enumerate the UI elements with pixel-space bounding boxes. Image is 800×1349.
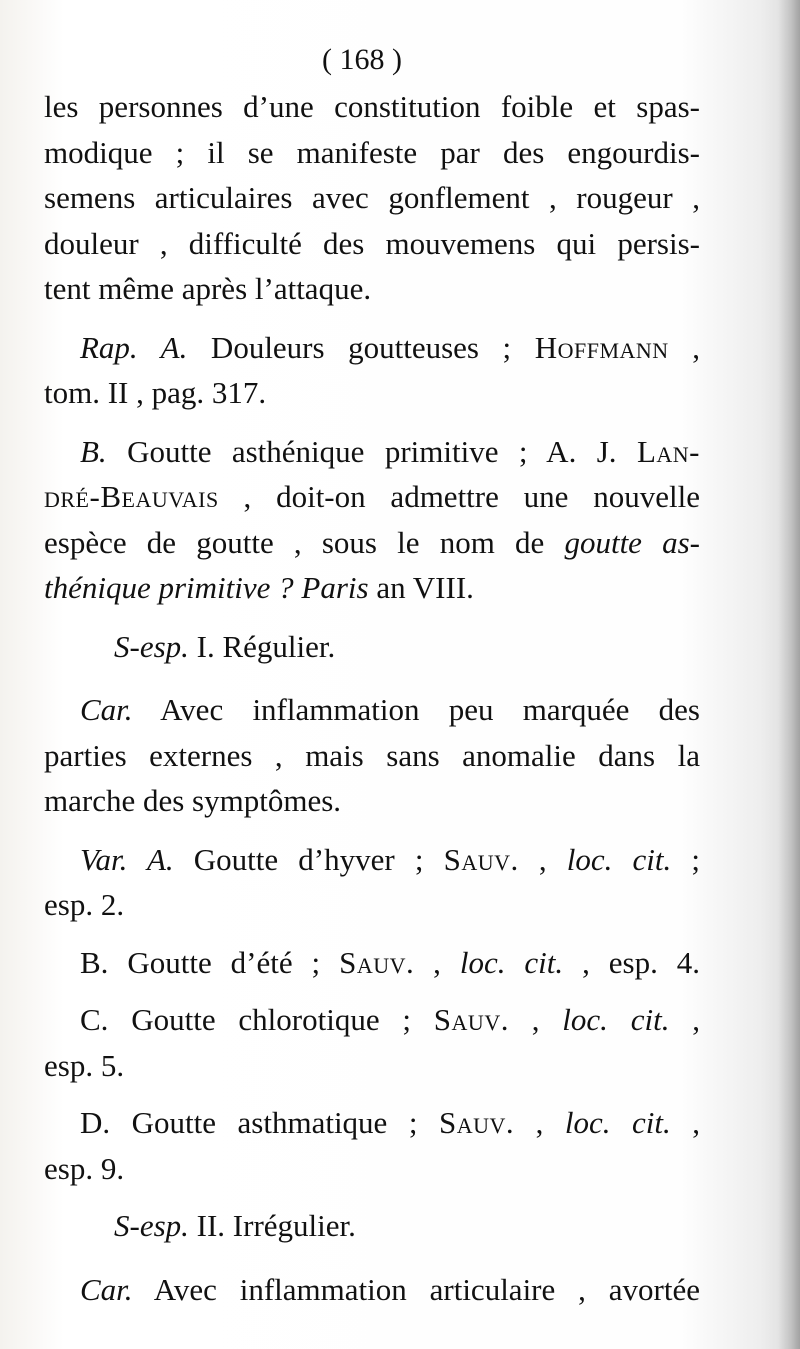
- text-line: [44, 997, 700, 1043]
- variety-label: C.: [80, 1002, 109, 1037]
- subspecies-heading-2: [44, 1203, 700, 1249]
- ref-text: , doit-on admettre une nouvelle: [218, 479, 700, 514]
- separator: ,: [518, 841, 567, 877]
- sesp-text: I. Régulier.: [188, 628, 336, 664]
- separator: ,: [514, 1105, 565, 1140]
- text-line: les personnes d’une constitution foible et spas-: [44, 89, 700, 124]
- ref-text: an VIII.: [368, 570, 474, 605]
- variety-tail: ,: [670, 1105, 701, 1140]
- author-name: Hoffmann: [534, 329, 669, 365]
- text-line: [44, 1100, 700, 1146]
- rap-label: Rap. A.: [80, 329, 188, 365]
- author-name: Sauv.: [438, 1105, 515, 1140]
- subspecies-heading-1: [44, 624, 700, 670]
- variety-name: Goutte d’hyver ;: [173, 841, 444, 877]
- variety-tail: , esp. 4.: [563, 944, 701, 980]
- rap-text: Douleurs goutteuses ;: [187, 329, 535, 365]
- ref-italic: thénique primitive ? Paris: [44, 570, 369, 605]
- separator: ,: [508, 1002, 563, 1037]
- rap-a-paragraph: [44, 325, 700, 416]
- text-line: modique ; il se manifeste par des engourdis-: [44, 134, 700, 170]
- text-line: [44, 565, 700, 611]
- author-name: Sauv.: [443, 841, 519, 877]
- ref-text: espèce de goutte , sous le nom de: [44, 524, 565, 560]
- text-line: esp. 2.: [44, 887, 125, 922]
- text-line: [44, 520, 700, 566]
- text-line: douleur , difficulté des mouvemens qui persis-: [44, 225, 700, 261]
- variety-tail: ;: [671, 841, 701, 877]
- opening-paragraph: [44, 84, 700, 312]
- separator: ,: [414, 944, 460, 980]
- sesp-text: II. Irrégulier.: [188, 1208, 356, 1243]
- loc-cit: loc. cit.: [459, 944, 564, 980]
- variety-label: D.: [80, 1105, 111, 1140]
- characteristics-paragraph-1: [44, 687, 700, 824]
- variety-c: [44, 997, 700, 1088]
- author-name: dré-Beauvais: [44, 479, 219, 514]
- car-label: Car.: [80, 692, 133, 727]
- variety-b: [44, 940, 700, 986]
- car-label: Car.: [80, 1271, 133, 1307]
- variety-name: Goutte d’été ;: [108, 944, 340, 980]
- car-text: Avec inflammation articulaire , avortée: [132, 1271, 700, 1307]
- variety-name: Goutte chlorotique ;: [108, 1002, 434, 1037]
- ref-label: B.: [80, 433, 107, 469]
- author-name: Sauv.: [339, 944, 415, 980]
- text-line: esp. 5.: [44, 1047, 125, 1083]
- variety-d: [44, 1100, 700, 1191]
- car-text: Avec inflammation peu marquée des: [132, 692, 700, 727]
- text-line: marche des symptômes.: [44, 783, 342, 818]
- page-text-block: [44, 38, 700, 1325]
- text-line: [44, 429, 700, 475]
- loc-cit: loc. cit.: [562, 1002, 670, 1037]
- b-reference-paragraph: [44, 429, 700, 611]
- characteristics-paragraph-2: [44, 1267, 700, 1313]
- text-line: esp. 9.: [44, 1150, 125, 1186]
- rap-tail: ,: [668, 329, 701, 365]
- loc-cit: loc. cit.: [564, 1105, 671, 1140]
- variety-name: Goutte asthmatique ;: [110, 1105, 439, 1140]
- variety-label: Var. A.: [80, 841, 174, 877]
- text-line: tom. II , pag. 317.: [44, 375, 267, 410]
- text-line: [44, 325, 700, 371]
- page-number: ( 168 ): [322, 43, 402, 76]
- text-line: parties externes , mais sans anomalie dans la: [44, 737, 700, 773]
- author-name: Sauv.: [433, 1002, 509, 1037]
- text-line: [44, 687, 700, 733]
- loc-cit: loc. cit.: [566, 841, 672, 877]
- variety-label: B.: [80, 944, 109, 980]
- page-edge-shadow: [778, 0, 800, 1349]
- text-line: tent même après l’attaque.: [44, 271, 372, 306]
- text-line: semens articulaires avec gonflement , rougeur ,: [44, 180, 700, 215]
- text-line: [44, 940, 700, 986]
- sesp-label: S-esp.: [114, 628, 189, 664]
- variety-tail: ,: [669, 1002, 700, 1037]
- text-line: [44, 1267, 700, 1313]
- ref-italic: goutte as-: [564, 524, 701, 560]
- text-line: [44, 837, 700, 883]
- author-name: Lan-: [636, 433, 700, 469]
- ref-text: Goutte asthénique primitive ; A. J.: [106, 433, 637, 469]
- text-line: [44, 474, 700, 520]
- sesp-label: S-esp.: [114, 1208, 189, 1243]
- variety-a: [44, 837, 700, 928]
